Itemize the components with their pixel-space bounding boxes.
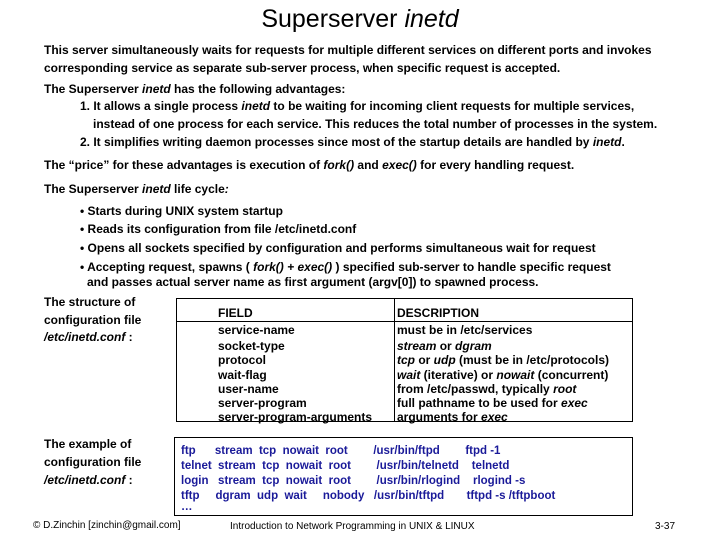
price-line: The “price” for these advantages is execution of fork() and exec() for every handling request.: [44, 158, 575, 172]
slide-title-italic: inetd: [404, 5, 459, 33]
table-field-socket-type: socket-type: [218, 339, 285, 353]
table-field-server-program: server-program: [218, 396, 307, 410]
table-field-server-program-arguments: server-program-arguments: [218, 410, 373, 424]
table-header-field: FIELD: [218, 306, 253, 320]
lifecycle-bullet-2: • Reads its configuration from file /etc/inetd.conf: [80, 222, 357, 236]
footer-author: © D.Zinchin [zinchin@gmail.com]: [33, 520, 181, 531]
footer-course-title: Introduction to Network Programming in UNIX & LINUX: [230, 521, 475, 532]
table-desc-wait-flag: wait (iterative) or nowait (concurrent): [397, 368, 609, 382]
intro-line-1: This server simultaneously waits for requests for multiple different services on different ports and invokes: [44, 43, 652, 57]
footer-page-number: 3-37: [655, 521, 676, 532]
structure-label-line-1: The structure of: [44, 295, 136, 309]
structure-label-line-3: /etc/inetd.conf :: [44, 330, 133, 344]
table-desc-protocol: tcp or udp (must be in /etc/protocols): [397, 353, 610, 367]
structure-label-line-2: configuration file: [44, 313, 142, 327]
lifecycle-heading: The Superserver inetd life cycle:: [44, 182, 229, 196]
table-header-description: DESCRIPTION: [397, 306, 480, 320]
config-line-ftp: ftp stream tcp nowait root /usr/bin/ftpd ftpd -1: [181, 445, 501, 457]
advantage-item-1-line-2: instead of one process for each service. This reduces the total number of processes in the system.: [93, 117, 658, 131]
config-example-box: [174, 437, 633, 516]
config-line-ellipsis: …: [181, 501, 193, 513]
table-field-protocol: protocol: [218, 353, 266, 367]
example-label-line-3: /etc/inetd.conf :: [44, 473, 133, 487]
table-desc-user-name: from /etc/passwd, typically root: [397, 382, 577, 396]
intro-line-2: corresponding service as separate sub-server process, when specific request is accepted.: [44, 61, 561, 75]
example-label-line-1: The example of: [44, 437, 132, 451]
table-desc-service-name: must be in /etc/services: [397, 323, 533, 337]
table-field-user-name: user-name: [218, 382, 279, 396]
table-column-divider: [394, 299, 395, 421]
config-line-tftp: tftp dgram udp wait nobody /usr/bin/tftpd tftpd -s /tftpboot: [181, 490, 556, 502]
lifecycle-bullet-4: • Accepting request, spawns ( fork() + exec() ) specified sub-server to handle specific request: [80, 260, 611, 274]
config-line-telnet: telnet stream tcp nowait root /usr/bin/telnetd telnetd: [181, 460, 510, 472]
table-header-divider: [177, 321, 632, 322]
slide-title: Superserver inetd: [261, 5, 459, 33]
advantage-item-1: 1. It allows a single process inetd to be waiting for incoming client requests for multiple services,: [80, 99, 635, 113]
config-line-login: login stream tcp nowait root /usr/bin/rlogind rlogind -s: [181, 475, 526, 487]
table-desc-server-program: full pathname to be used for exec: [397, 396, 588, 410]
table-desc-server-program-arguments: arguments for exec: [397, 410, 508, 424]
lifecycle-bullet-1: • Starts during UNIX system startup: [80, 204, 283, 218]
table-field-wait-flag: wait-flag: [218, 368, 267, 382]
table-desc-socket-type: stream or dgram: [397, 339, 492, 353]
lifecycle-bullet-3: • Opens all sockets specified by configuration and performs simultaneous wait for request: [80, 241, 596, 255]
example-label-line-2: configuration file: [44, 455, 142, 469]
table-field-service-name: service-name: [218, 323, 295, 337]
advantage-item-2: 2. It simplifies writing daemon processes since most of the startup details are handled by inetd.: [80, 135, 625, 149]
advantages-heading: The Superserver inetd has the following advantages:: [44, 82, 346, 96]
config-fields-table: [176, 298, 633, 422]
lifecycle-bullet-4-line-2: and passes actual server name as first argument (argv[0]) to spawned process.: [87, 275, 539, 289]
